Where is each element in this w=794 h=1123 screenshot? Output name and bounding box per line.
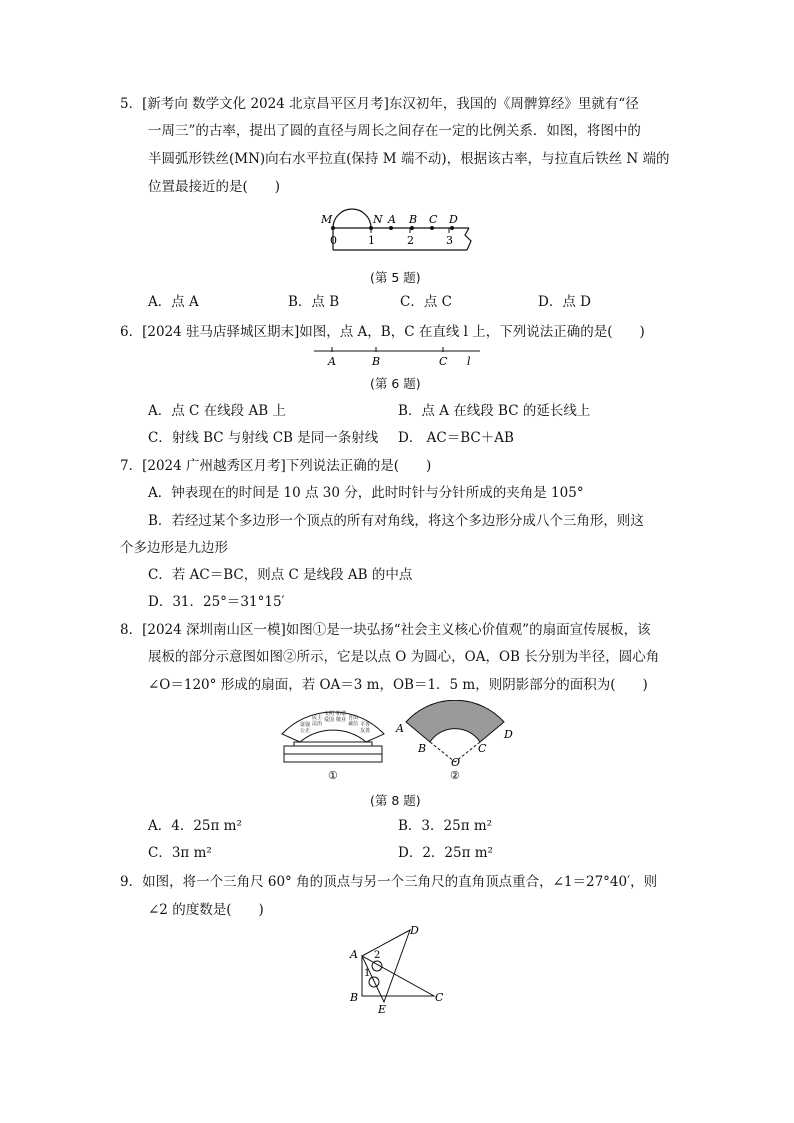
q5-option-b: B．点 B	[288, 294, 340, 310]
q7-line1: 7．[2024 广州越秀区月考]下列说法正确的是( )	[120, 458, 432, 474]
q9-angle-1: 1	[364, 968, 371, 979]
q8-shaded-sector	[406, 700, 504, 742]
q9-triangle-ADE	[362, 930, 410, 1002]
q6-label-A: A	[328, 355, 336, 368]
q8-line2: 展板的部分示意图如图②所示，它是以点 O 为圆心，OA，OB 长分别为半径，圆心角	[148, 649, 660, 665]
q5-figure	[315, 204, 485, 262]
q5-point-M	[331, 226, 335, 230]
q5-point-B	[410, 226, 414, 230]
q5-label-A: A	[388, 213, 396, 226]
q6-option-d: D． AC＝BC＋AB	[398, 430, 514, 446]
q7-option-c: C．若 AC＝BC，则点 C 是线段 AB 的中点	[148, 567, 413, 583]
q7-option-b-line1: B．若经过某个多边形一个顶点的所有对角线，将这个多边形分成八个三角形，则这	[148, 513, 644, 529]
q8-label-A: A	[396, 722, 404, 735]
q9-line1: 9．如图，将一个三角尺 60° 角的顶点与另一个三角尺的直角顶点重合，∠1＝27°40′，则	[120, 874, 658, 890]
q5-line2: 一周三”的古率，提出了圆的直径与周长之间存在一定的比例关系．如图，将图中的	[148, 123, 641, 139]
q6-option-b: B．点 A 在线段 BC 的延长线上	[398, 403, 591, 419]
q5-label-M: M	[321, 213, 333, 226]
q5-label-C: C	[429, 213, 438, 226]
q8-figure	[276, 700, 526, 786]
q5-caption: (第 5 题)	[370, 270, 421, 285]
q5-point-N	[369, 226, 373, 230]
q5-option-d: D．点 D	[538, 294, 591, 310]
q9-label-D: D	[410, 924, 419, 937]
q8-option-c: C．3π m²	[148, 845, 212, 861]
q8-option-d: D．2．25π m²	[398, 845, 493, 861]
q5-line4: 位置最接近的是( )	[148, 179, 281, 195]
q8-label-O: O	[451, 756, 461, 769]
q6-option-a: A．点 C 在线段 AB 上	[148, 403, 286, 419]
q6-label-C: C	[439, 355, 448, 368]
q9-label-E: E	[378, 1003, 387, 1016]
q8-sub-1: ①	[328, 769, 338, 782]
q8-label-B: B	[418, 742, 427, 755]
q8-panel-12: 友善	[360, 728, 371, 734]
q6-caption: (第 6 题)	[370, 376, 421, 391]
q6-option-c: C．射线 BC 与射线 CB 是同一条射线	[148, 430, 379, 446]
q5-line3: 半圆弧形铁丝(MN)向右水平拉直(保持 M 端不动)，根据该古率，与拉直后铁丝 N 端的	[148, 151, 670, 167]
q8-caption: (第 8 题)	[370, 793, 421, 808]
q7-option-a: A．钟表现在的时间是 10 点 30 分，此时时针与分针所成的夹角是 105°	[148, 485, 584, 501]
q8-sub-2: ②	[450, 769, 460, 782]
q8-panel-9: 爱国	[324, 717, 335, 723]
q8-panel-8: 法治	[312, 721, 323, 727]
q8-label-C: C	[478, 742, 487, 755]
q9-figure	[340, 920, 450, 1016]
q6-label-l: l	[467, 355, 471, 368]
q5-tick-3: 3	[446, 234, 453, 247]
q5-label-N: N	[373, 213, 383, 226]
q8-panel-4: 和谐	[336, 711, 347, 717]
q8-panel-7: 公正	[300, 728, 311, 734]
q8-line3: ∠O＝120° 形成的扇面，若 OA＝3 m，OB＝1．5 m，则阴影部分的面积为( )	[148, 677, 648, 693]
q5-tick-0: 0	[330, 234, 337, 247]
q8-panel-1: 富强	[300, 722, 311, 728]
q5-point-C	[430, 226, 434, 230]
q7-option-b-line2: 个多边形是九边形	[120, 540, 228, 556]
q9-label-C: C	[435, 991, 444, 1004]
q5-label-D: D	[449, 213, 458, 226]
q8-panel-11: 诚信	[348, 721, 359, 727]
q8-option-b: B．3．25π m²	[398, 818, 493, 834]
q8-panel-3: 文明	[324, 711, 335, 717]
q5-point-D	[450, 226, 454, 230]
q5-line1: 5．[新考向 数学文化 2024 北京昌平区月考]东汉初年，我国的《周髀算经》里就有“径	[120, 96, 639, 112]
q9-label-B: B	[350, 991, 359, 1004]
q8-line1: 8．[2024 深圳南山区一模]如图①是一块弘扬“社会主义核心价值观”的扇面宣传展板，该	[120, 622, 651, 638]
q5-semicircle-arc	[333, 209, 371, 228]
q7-option-d: D．31．25°＝31°15′	[148, 594, 285, 610]
q5-tick-1: 1	[368, 234, 375, 247]
q8-panel-6: 平等	[360, 722, 371, 728]
q6-line1: 6．[2024 驻马店驿城区期末]如图，点 A，B，C 在直线 l 上，下列说法正确的是( )	[120, 324, 645, 340]
q6-label-B: B	[372, 355, 381, 368]
q5-ruler-break	[465, 228, 471, 250]
q8-panel-10: 敬业	[336, 717, 347, 723]
q5-tick-2: 2	[407, 234, 414, 247]
q5-point-A	[389, 226, 393, 230]
q9-angle-2: 2	[374, 950, 381, 961]
q6-figure	[312, 344, 484, 370]
q8-panel-5: 自由	[348, 715, 359, 721]
q9-label-A: A	[350, 948, 358, 961]
q9-line2: ∠2 的度数是( )	[148, 902, 264, 918]
q5-option-c: C．点 C	[400, 294, 452, 310]
q8-label-D: D	[504, 728, 513, 741]
q8-panel-2: 民主	[312, 715, 323, 721]
q5-option-a: A．点 A	[148, 294, 199, 310]
q8-option-a: A．4．25π m²	[148, 818, 242, 834]
q5-label-B: B	[409, 213, 418, 226]
